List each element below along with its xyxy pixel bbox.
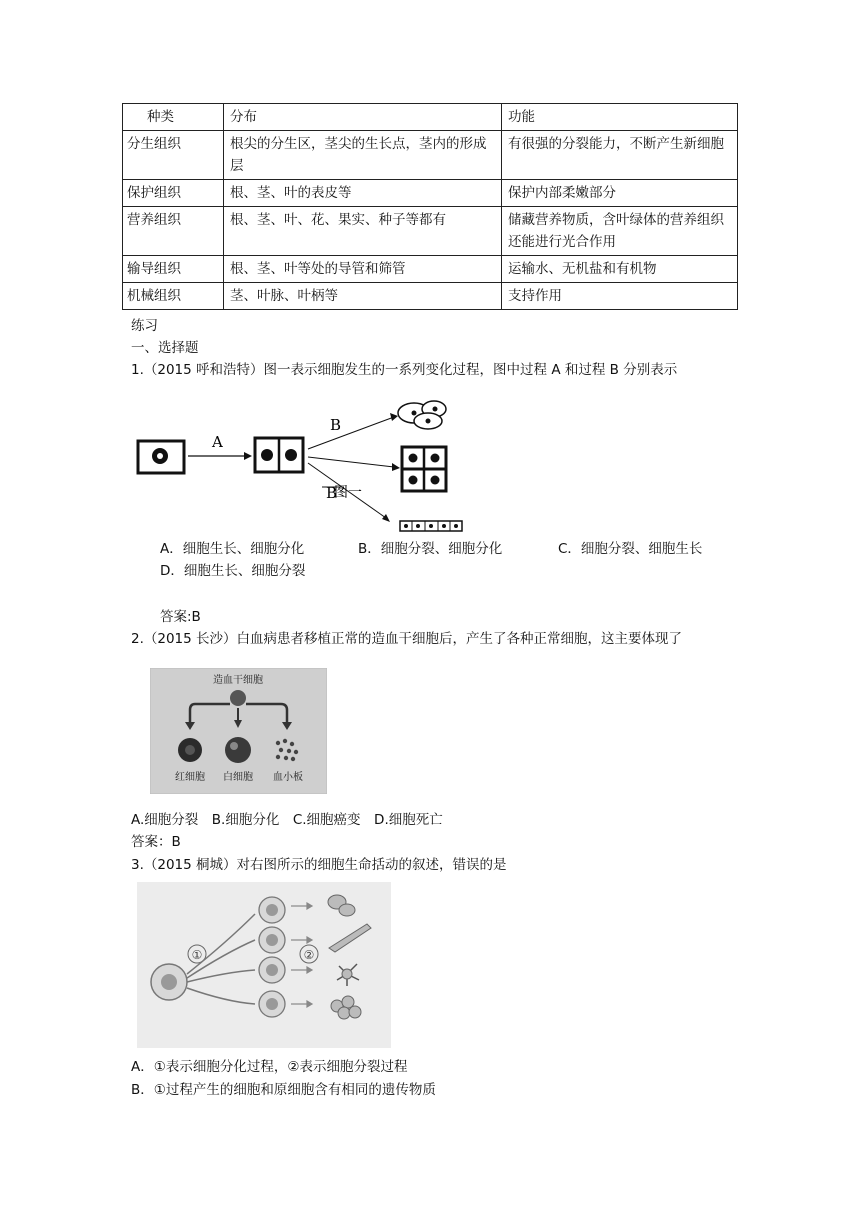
table-cell: 根、茎、叶、花、果实、种子等都有 [224, 207, 502, 256]
stem-cell-label: 造血干细胞 [213, 675, 263, 686]
table-cell: 有很强的分裂能力，不断产生新细胞 [502, 131, 738, 180]
table-cell: 机械组织 [123, 283, 224, 310]
q2-answer: 答案：B [131, 834, 181, 850]
section-subtitle: 一、选择题 [131, 340, 199, 356]
q3-figure [137, 882, 391, 1048]
label-b-bottom: B [326, 484, 338, 502]
arrow-b-up-icon [308, 417, 394, 449]
section-title: 练习 [131, 318, 158, 334]
table-cell: 运输水、无机盐和有机物 [502, 256, 738, 283]
stem-cell-icon [230, 690, 246, 706]
table-header-cell: 功能 [502, 104, 738, 131]
table-cell: 储藏营养物质，含叶绿体的营养组织还能进行光合作用 [502, 207, 738, 256]
figure-label: 图一 [334, 485, 362, 501]
label-a: A [212, 433, 223, 451]
table-row [123, 207, 738, 256]
table-cell: 营养组织 [123, 207, 224, 256]
q3-option-b: B．①过程产生的细胞和原细胞含有相同的遗传物质 [131, 1082, 436, 1098]
table-cell: 茎、叶脉、叶柄等 [224, 283, 502, 310]
table-row [123, 283, 738, 310]
label-b-top: B [330, 416, 342, 434]
tissue-table [122, 103, 738, 310]
mark-2: ② [303, 948, 315, 962]
red-cell-label: 红细胞 [175, 772, 205, 783]
table-row [123, 180, 738, 207]
white-cell-icon [225, 737, 251, 763]
question-2-stem: 2.（2015 长沙）白血病患者移植正常的造血干细胞后，产生了各种正常细胞，这主要体现了 [131, 631, 683, 647]
question-1-stem: 1.（2015 呼和浩特）图一表示细胞发生的一系列变化过程，图中过程 A 和过程 B 分别表示 [131, 362, 678, 378]
q2-options: A.细胞分裂 B.细胞分化 C.细胞癌变 D.细胞死亡 [131, 812, 443, 828]
question-3-stem: 3.（2015 桐城）对右图所示的细胞生命括动的叙述，错误的是 [131, 857, 507, 873]
table-cell: 根、茎、叶的表皮等 [224, 180, 502, 207]
q1-option-d: D．细胞生长、细胞分裂 [160, 563, 306, 579]
flat-cells-icon [400, 521, 462, 531]
table-row [123, 256, 738, 283]
q1-option-b: B．细胞分裂、细胞分化 [358, 541, 503, 557]
stacked-cells-icon [402, 447, 446, 491]
table-cell: 输导组织 [123, 256, 224, 283]
table-cell: 支持作用 [502, 283, 738, 310]
white-cell-label: 白细胞 [223, 772, 253, 783]
table-cell: 分生组织 [123, 131, 224, 180]
q1-figure [132, 385, 472, 533]
arrow-b-mid-icon [308, 457, 394, 467]
q2-figure [150, 668, 327, 794]
oval-cells-icon [398, 401, 446, 429]
table-header-row [123, 104, 738, 131]
origin-cell-icon [151, 964, 187, 1000]
table-cell: 保护内部柔嫩部分 [502, 180, 738, 207]
table-header-cell: 分布 [224, 104, 502, 131]
table-cell: 根尖的分生区，茎尖的生长点，茎内的形成层 [224, 131, 502, 180]
single-cell-icon [138, 441, 184, 473]
q1-option-c: C．细胞分裂、细胞生长 [558, 541, 703, 557]
table-header-cell: 种类 [123, 104, 224, 131]
q3-option-a: A．①表示细胞分化过程，②表示细胞分裂过程 [131, 1059, 408, 1075]
q1-option-a: A．细胞生长、细胞分化 [160, 541, 305, 557]
table-cell: 根、茎、叶等处的导管和筛管 [224, 256, 502, 283]
mark-1: ① [191, 948, 203, 962]
two-cell-icon [255, 438, 303, 472]
table-row [123, 131, 738, 180]
platelet-label: 血小板 [273, 772, 303, 783]
table-cell: 保护组织 [123, 180, 224, 207]
q1-answer: 答案:B [160, 609, 201, 625]
